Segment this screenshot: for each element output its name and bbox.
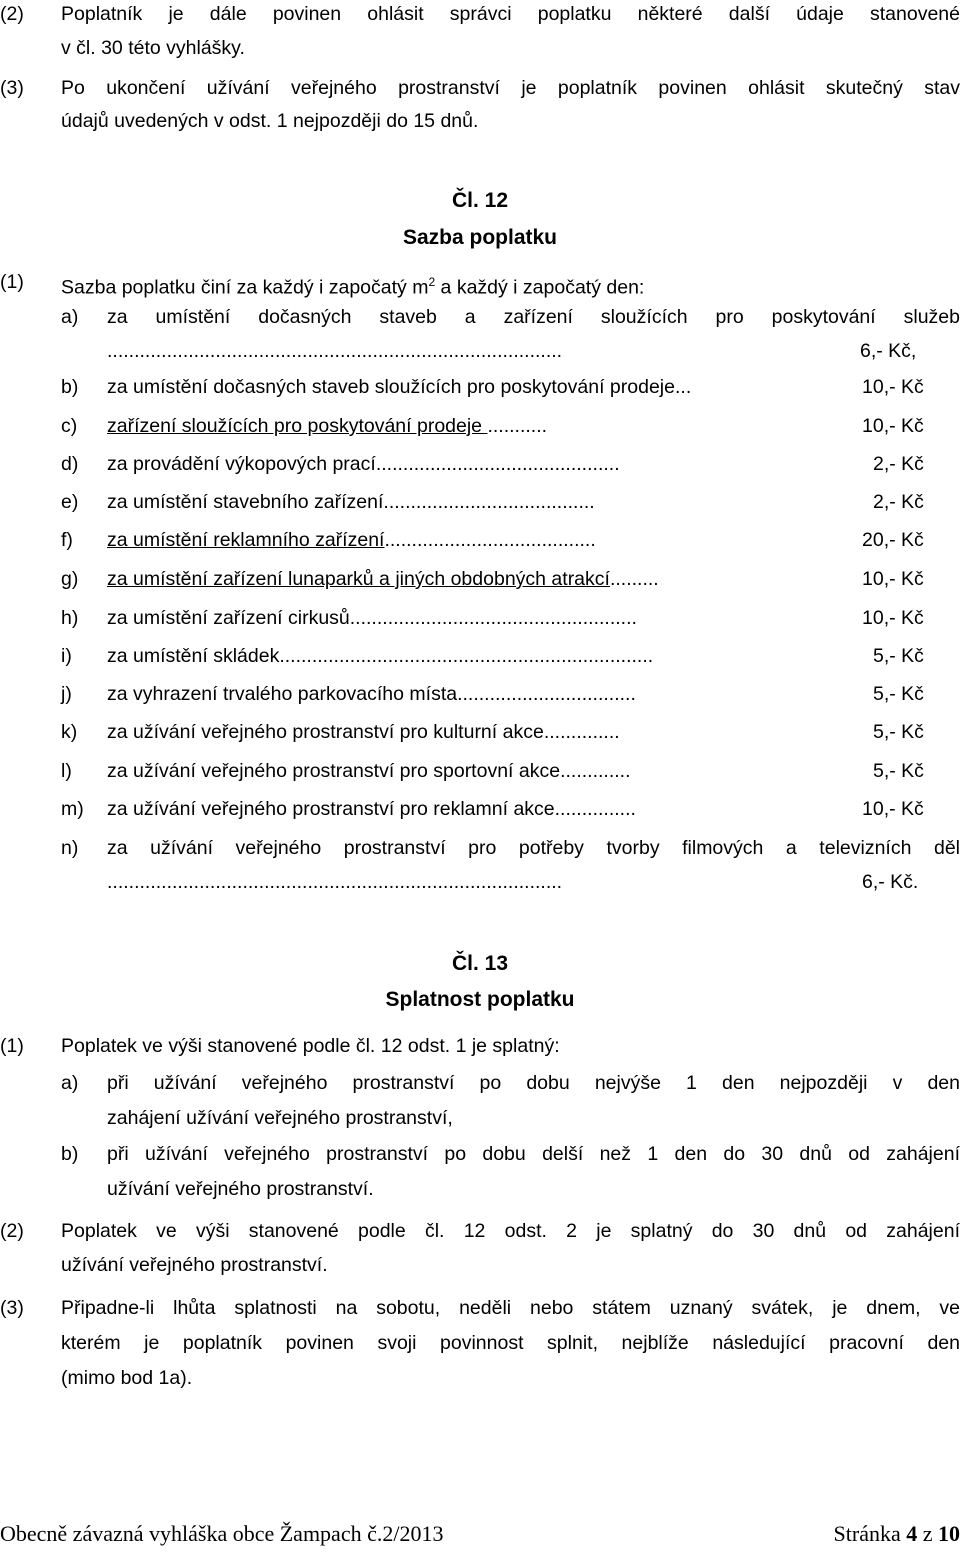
rate-amount: 5,- Kč xyxy=(873,683,924,705)
rate-description-text: za umístění dočasných staveb sloužících pro poskytování prodeje xyxy=(107,376,675,398)
leader-dots: ....................................... xyxy=(384,529,596,551)
paragraph-text: v čl. 30 této vyhlášky. xyxy=(61,37,245,59)
rate-description-text: zařízení sloužících pro poskytování prodeje xyxy=(107,415,488,437)
item-label: c) xyxy=(61,415,78,437)
rate-description xyxy=(107,375,691,399)
paragraph-number: (3) xyxy=(0,1297,24,1319)
leader-dots: ......... xyxy=(609,568,659,590)
item-text: při užívání veřejného prostranství po dobu delší než 1 den do 30 dnů od zahájení xyxy=(107,1143,960,1165)
rate-amount: 10,- Kč xyxy=(862,607,924,629)
rate-description xyxy=(107,490,595,514)
item-label: n) xyxy=(61,837,79,859)
paragraph-text xyxy=(61,270,644,300)
paragraph-text: údajů uvedených v odst. 1 nejpozději do 15 dnů. xyxy=(61,110,479,132)
rate-description xyxy=(107,452,620,476)
paragraph-text: Poplatník je dále povinen ohlásit správci poplatku některé další údaje stanovené xyxy=(61,3,960,25)
item-text: za užívání veřejného prostranství pro potřeby tvorby filmových a televizních děl xyxy=(107,837,960,859)
paragraph-text: kterém je poplatník povinen svoji povinnost splnit, nejblíže následující pracovní den xyxy=(61,1332,960,1354)
rate-intro-text: Sazba poplatku činí za každý i započatý m xyxy=(61,276,429,299)
rate-description xyxy=(107,528,596,552)
rate-amount: 10,- Kč xyxy=(862,415,924,437)
paragraph-text: (mimo bod 1a). xyxy=(61,1367,193,1389)
rate-amount: 10,- Kč xyxy=(862,376,924,398)
rate-amount: 2,- Kč xyxy=(873,491,924,513)
rate-description-text: za užívání veřejného prostranství pro reklamní akce xyxy=(107,798,555,820)
rate-description xyxy=(107,682,636,706)
article-title: Splatnost poplatku xyxy=(385,988,575,1011)
item-text: zahájení užívání veřejného prostranství, xyxy=(107,1107,453,1129)
rate-amount: 2,- Kč xyxy=(873,453,924,475)
rate-amount: 10,- Kč xyxy=(862,568,924,590)
rate-amount: 5,- Kč xyxy=(873,760,924,782)
paragraph-text: užívání veřejného prostranství. xyxy=(61,1254,328,1276)
leader-dots: ........... xyxy=(487,415,548,437)
rate-description-text: za umístění zařízení cirkusů xyxy=(107,607,350,629)
page-label: Stránka xyxy=(833,1521,907,1546)
paragraph-text: Poplatek ve výši stanovené podle čl. 12 odst. 2 je splatný do 30 dnů od zahájení xyxy=(61,1220,960,1242)
item-label: g) xyxy=(61,568,79,590)
paragraph-number: (2) xyxy=(0,3,24,25)
paragraph-number: (1) xyxy=(0,1035,24,1057)
rate-description-text: za vyhrazení trvalého parkovacího místa xyxy=(107,683,458,705)
item-label: a) xyxy=(61,306,79,328)
rate-intro-text-cont: a každý i započatý den: xyxy=(435,276,645,299)
page-total: 10 xyxy=(938,1521,960,1546)
item-text: za umístění dočasných staveb a zařízení sloužících pro poskytování služeb xyxy=(107,306,960,328)
article-number: Čl. 13 xyxy=(451,952,509,975)
paragraph-number: (2) xyxy=(0,1220,24,1242)
item-label: h) xyxy=(61,607,79,629)
rate-amount: 5,- Kč xyxy=(873,645,924,667)
leader-dots: .................................................................................... xyxy=(107,871,563,893)
rate-description-text: za umístění stavebního zařízení xyxy=(107,491,384,513)
item-label: l) xyxy=(61,760,72,782)
article-title: Sazba poplatku xyxy=(402,226,558,249)
page-number: 4 xyxy=(906,1521,918,1546)
rate-description xyxy=(107,567,659,591)
leader-dots: ... xyxy=(674,376,692,398)
item-text: užívání veřejného prostranství. xyxy=(107,1178,374,1200)
item-label: d) xyxy=(61,453,79,475)
page-counter xyxy=(834,1521,960,1547)
paragraph-text: Po ukončení užívání veřejného prostranství je poplatník povinen ohlásit skutečný stav xyxy=(61,77,960,99)
footer-title: Obecně závazná vyhláška obce Žampach č.2/2013 xyxy=(0,1521,444,1546)
rate-description-text: za užívání veřejného prostranství pro sportovní akce xyxy=(107,760,561,782)
item-text: při užívání veřejného prostranství po dobu nejvýše 1 den nejpozději v den xyxy=(107,1072,960,1094)
leader-dots: ....................................... xyxy=(383,491,595,513)
item-label: j) xyxy=(61,683,72,705)
superscript: 2 xyxy=(428,275,436,289)
leader-dots: ................................. xyxy=(457,683,636,705)
item-label: k) xyxy=(61,721,78,743)
rate-description-text: za umístění zařízení lunaparků a jiných obdobných atrakcí xyxy=(107,568,610,590)
paragraph-number: (1) xyxy=(0,271,24,293)
rate-description xyxy=(107,644,653,668)
item-label: b) xyxy=(61,376,79,398)
rate-amount: 20,- Kč xyxy=(862,529,924,551)
rate-description xyxy=(107,720,620,744)
paragraph-text: Připadne-li lhůta splatnosti na sobotu, neděli nebo státem uznaný svátek, je dnem, ve xyxy=(61,1297,960,1319)
rate-amount: 5,- Kč xyxy=(873,721,924,743)
item-label: f) xyxy=(61,529,73,551)
article-number: Čl. 12 xyxy=(451,189,509,212)
rate-description-text: za umístění reklamního zařízení xyxy=(107,529,385,551)
page-of: z xyxy=(917,1521,938,1546)
rate-amount: 10,- Kč xyxy=(862,798,924,820)
leader-dots: ............... xyxy=(554,798,636,820)
item-label: e) xyxy=(61,491,79,513)
leader-dots: ..................................................... xyxy=(349,607,637,629)
paragraph-number: (3) xyxy=(0,77,24,99)
item-label: m) xyxy=(61,798,84,820)
rate-description xyxy=(107,414,547,438)
leader-dots: ............. xyxy=(560,760,631,782)
rate-amount: 6,- Kč. xyxy=(862,871,919,893)
rate-description-text: za užívání veřejného prostranství pro kulturní akce xyxy=(107,721,544,743)
rate-description-text: za provádění výkopových prací xyxy=(107,453,376,475)
rate-amount: 6,- Kč, xyxy=(860,340,917,362)
rate-description xyxy=(107,797,636,821)
rate-description-text: za umístění skládek xyxy=(107,645,280,667)
item-label: a) xyxy=(61,1072,79,1094)
rate-description xyxy=(107,606,637,630)
leader-dots: .................................................................................... xyxy=(107,340,563,362)
leader-dots: ..................................................................... xyxy=(279,645,654,667)
leader-dots: .............. xyxy=(543,721,620,743)
leader-dots: ............................................. xyxy=(375,453,620,475)
rate-description xyxy=(107,759,631,783)
paragraph-text: Poplatek ve výši stanovené podle čl. 12 odst. 1 je splatný: xyxy=(61,1035,560,1057)
item-label: i) xyxy=(61,645,72,667)
item-label: b) xyxy=(61,1143,79,1165)
